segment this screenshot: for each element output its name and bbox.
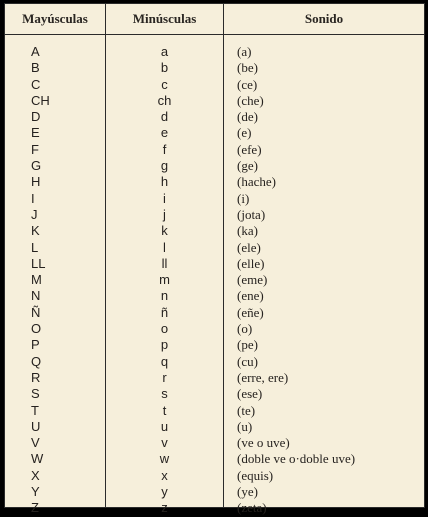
uppercase-letter: Y bbox=[31, 484, 40, 500]
table-row bbox=[5, 468, 424, 484]
table-row bbox=[5, 223, 424, 239]
letter-sound: (a) bbox=[237, 44, 252, 59]
lowercase-letter: f bbox=[162, 141, 167, 157]
table-row bbox=[5, 207, 424, 223]
table-body bbox=[5, 44, 424, 517]
letter-sound: (elle) bbox=[237, 255, 265, 271]
lowercase-letter: x bbox=[161, 467, 168, 483]
table-row bbox=[5, 403, 424, 419]
letter-sound: (ka) bbox=[237, 223, 258, 239]
uppercase-letter: D bbox=[31, 109, 41, 125]
table-row bbox=[5, 500, 424, 516]
table-row bbox=[5, 256, 424, 272]
letter-sound: (cu) bbox=[237, 353, 258, 369]
table-row bbox=[5, 370, 424, 386]
uppercase-letter: K bbox=[31, 223, 40, 239]
letter-sound: (zeta) bbox=[237, 500, 267, 516]
uppercase-letter: LL bbox=[31, 255, 46, 271]
table-row bbox=[5, 337, 424, 353]
lowercase-letter: a bbox=[160, 44, 169, 59]
table-row bbox=[5, 142, 424, 158]
header-lowercase: Minúsculas bbox=[132, 11, 197, 26]
letter-sound: (ese) bbox=[237, 386, 263, 402]
letter-sound: (ene) bbox=[237, 288, 264, 304]
letter-sound: (che) bbox=[237, 92, 264, 108]
lowercase-letter: k bbox=[161, 223, 168, 239]
lowercase-letter: l bbox=[163, 239, 166, 255]
uppercase-letter: P bbox=[31, 337, 40, 353]
uppercase-letter: T bbox=[31, 402, 39, 418]
lowercase-letter: b bbox=[160, 60, 169, 76]
lowercase-letter: r bbox=[162, 369, 167, 385]
lowercase-letter: y bbox=[161, 484, 168, 500]
letter-sound: (ce) bbox=[237, 76, 258, 92]
uppercase-letter: I bbox=[31, 190, 35, 206]
uppercase-letter: Ñ bbox=[31, 304, 41, 320]
letter-sound: (ge) bbox=[237, 158, 258, 174]
letter-sound: (ye) bbox=[237, 484, 258, 500]
header-uppercase: Mayúsculas bbox=[22, 11, 88, 26]
lowercase-letter: j bbox=[163, 206, 166, 222]
letter-sound: (erre, ere) bbox=[237, 369, 289, 385]
uppercase-letter: Z bbox=[31, 500, 39, 516]
table-row bbox=[5, 93, 424, 109]
uppercase-letter: C bbox=[31, 76, 41, 92]
lowercase-letter: n bbox=[160, 288, 169, 304]
table-row bbox=[5, 44, 424, 60]
table-row bbox=[5, 158, 424, 174]
table-header bbox=[5, 4, 424, 35]
uppercase-letter: O bbox=[31, 321, 42, 337]
lowercase-letter: d bbox=[160, 109, 169, 125]
letter-sound: (efe) bbox=[237, 141, 262, 157]
lowercase-letter: h bbox=[160, 174, 169, 190]
table-row bbox=[5, 191, 424, 207]
lowercase-letter: c bbox=[161, 76, 168, 92]
letter-sound: (pe) bbox=[237, 337, 258, 353]
lowercase-letter: p bbox=[160, 337, 169, 353]
letter-sound: (de) bbox=[237, 109, 258, 125]
lowercase-letter: q bbox=[160, 353, 169, 369]
table-row bbox=[5, 305, 424, 321]
table-row bbox=[5, 354, 424, 370]
letter-sound: (ele) bbox=[237, 239, 261, 255]
letter-sound: (eme) bbox=[237, 272, 268, 288]
uppercase-letter: A bbox=[31, 44, 40, 59]
table-row bbox=[5, 60, 424, 76]
table-row bbox=[5, 451, 424, 467]
table-row bbox=[5, 272, 424, 288]
uppercase-letter: W bbox=[31, 451, 44, 467]
uppercase-letter: G bbox=[31, 158, 42, 174]
table-row bbox=[5, 386, 424, 402]
uppercase-letter: V bbox=[31, 435, 40, 451]
lowercase-letter: ll bbox=[161, 255, 168, 271]
letter-sound: (ve o uve) bbox=[237, 435, 290, 451]
lowercase-letter: v bbox=[161, 435, 168, 451]
letter-sound: (be) bbox=[237, 60, 258, 76]
lowercase-letter: z bbox=[161, 500, 168, 516]
lowercase-letter: m bbox=[159, 272, 170, 288]
table-row bbox=[5, 288, 424, 304]
uppercase-letter: J bbox=[31, 206, 38, 222]
table-row bbox=[5, 419, 424, 435]
lowercase-letter: u bbox=[160, 418, 169, 434]
letter-sound: (eñe) bbox=[237, 304, 264, 320]
table-row bbox=[5, 125, 424, 141]
uppercase-letter: R bbox=[31, 369, 41, 385]
alphabet-table bbox=[4, 3, 425, 516]
uppercase-letter: N bbox=[31, 288, 41, 304]
table-row bbox=[5, 77, 424, 93]
lowercase-letter: t bbox=[162, 402, 167, 418]
lowercase-letter: s bbox=[161, 386, 168, 402]
uppercase-letter: B bbox=[31, 60, 40, 76]
uppercase-letter: U bbox=[31, 418, 41, 434]
uppercase-letter: S bbox=[31, 386, 40, 402]
letter-sound: (te) bbox=[237, 402, 256, 418]
lowercase-letter: e bbox=[160, 125, 169, 141]
letter-sound: (e) bbox=[237, 125, 252, 141]
table-row bbox=[5, 321, 424, 337]
uppercase-letter: M bbox=[31, 272, 42, 288]
uppercase-letter: F bbox=[31, 141, 39, 157]
table-row bbox=[5, 484, 424, 500]
table-row bbox=[5, 435, 424, 451]
lowercase-letter: ch bbox=[157, 92, 172, 108]
uppercase-letter: L bbox=[31, 239, 39, 255]
uppercase-letter: X bbox=[31, 467, 40, 483]
uppercase-letter: Q bbox=[31, 353, 42, 369]
letter-sound: (u) bbox=[237, 418, 253, 434]
table-row bbox=[5, 240, 424, 256]
letter-sound: (equis) bbox=[237, 467, 274, 483]
table-row bbox=[5, 174, 424, 190]
letter-sound: (doble ve o·doble uve) bbox=[237, 451, 356, 467]
lowercase-letter: ñ bbox=[160, 304, 169, 320]
header-sound: Sonido bbox=[304, 11, 344, 26]
letter-sound: (i) bbox=[237, 190, 250, 206]
lowercase-letter: o bbox=[160, 321, 169, 337]
lowercase-letter: i bbox=[163, 190, 166, 206]
letter-sound: (hache) bbox=[237, 174, 276, 190]
uppercase-letter: CH bbox=[31, 92, 50, 108]
table-row bbox=[5, 109, 424, 125]
letter-sound: (o) bbox=[237, 321, 253, 337]
lowercase-letter: w bbox=[159, 451, 170, 467]
uppercase-letter: E bbox=[31, 125, 40, 141]
uppercase-letter: H bbox=[31, 174, 41, 190]
lowercase-letter: g bbox=[160, 158, 169, 174]
letter-sound: (jota) bbox=[237, 206, 266, 222]
